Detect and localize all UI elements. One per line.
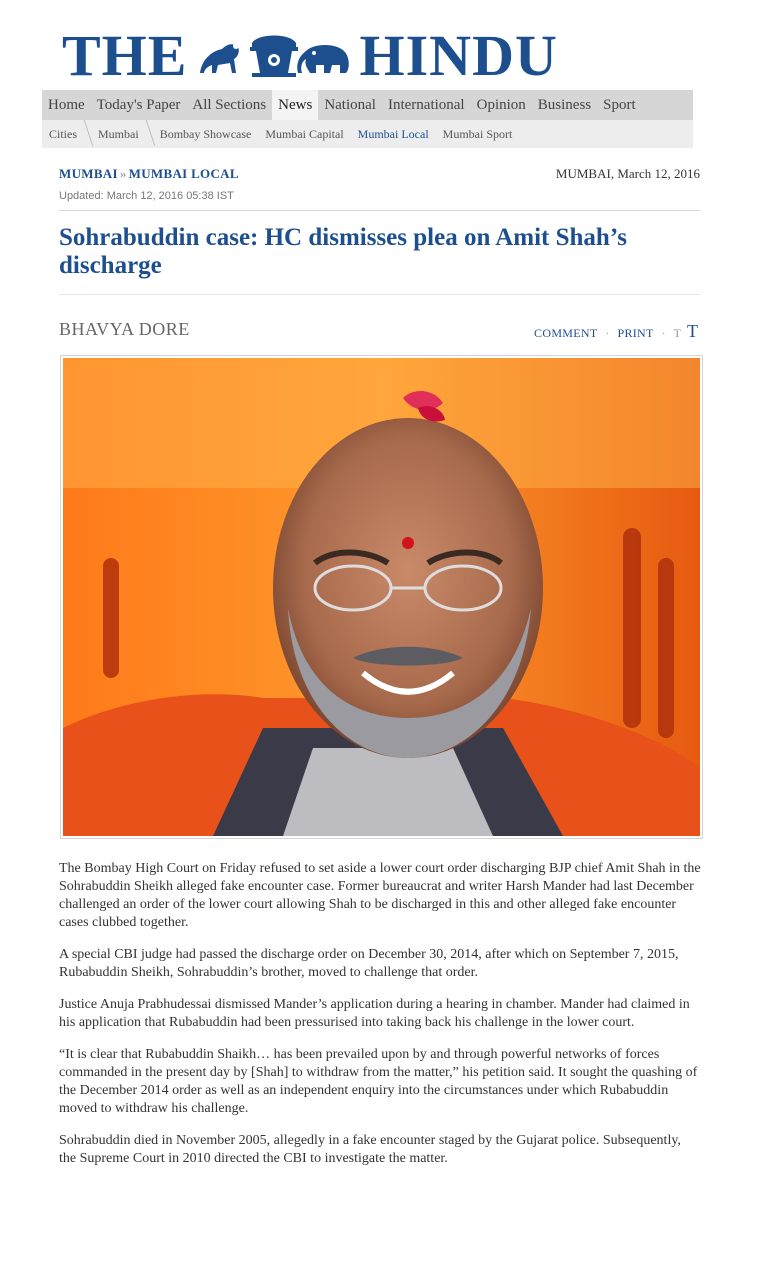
article-headline: Sohrabuddin case: HC dismisses plea on Amit Shah’s discharge <box>59 224 627 279</box>
nav-item-opinion[interactable]: Opinion <box>476 96 526 113</box>
subnav-item-mumbai-local[interactable]: Mumbai Local <box>357 126 429 141</box>
article-paragraph: The Bombay High Court on Friday refused to set aside a lower court order discharging BJP chief Amit Shah in the Sohrabuddin Sheikh alleged fake encounter case. Former bureaucrat and writer Harsh Mander had last December challenged an order of the lower court allowing Shah to be discharged in this and other alleged fake encounter cases clubbed together. <box>59 861 701 930</box>
nav-item-news[interactable]: News <box>272 90 318 120</box>
masthead-logo[interactable] <box>62 23 594 88</box>
logo-word-the: THE <box>62 23 188 88</box>
breadcrumb-separator: » <box>119 166 127 181</box>
nav-item-home[interactable]: Home <box>48 96 85 113</box>
text-size-decrease-button[interactable]: T <box>673 326 681 340</box>
breadcrumb-section-link[interactable]: MUMBAI <box>59 166 118 181</box>
article-paragraph: A special CBI judge had passed the discharge order on December 30, 2014, after which on September 7, 2015, Rubabuddin Sheikh, Sohrabuddin’s brother, moved to challenge that order. <box>59 947 679 980</box>
secondary-nav <box>42 120 693 148</box>
nav-item-sport[interactable]: Sport <box>603 96 636 113</box>
dateline: MUMBAI, March 12, 2016 <box>555 166 700 181</box>
nav-item-business[interactable]: Business <box>537 96 592 113</box>
divider <box>59 294 700 295</box>
article-photo <box>60 355 703 839</box>
portrait-photo <box>63 358 700 836</box>
updated-timestamp: Updated: March 12, 2016 05:38 IST <box>59 190 234 202</box>
comment-link[interactable]: COMMENT <box>534 326 598 340</box>
subnav-item-mumbai[interactable]: Mumbai <box>91 127 153 142</box>
article-meta <box>59 166 700 202</box>
logo-word-hindu: HINDU <box>359 23 558 88</box>
separator-dot: · <box>605 326 610 340</box>
article-body <box>59 860 701 1182</box>
article-paragraph: Justice Anuja Prabhudessai dismissed Mander’s application during a hearing in chamber. Mander had claimed in his application that Rubabuddin had been pressurised into taking back his challenge in the lower court. <box>59 997 690 1030</box>
separator-dot: · <box>661 326 666 340</box>
subnav-item-mumbai-capital[interactable]: Mumbai Capital <box>265 126 344 141</box>
divider <box>59 210 700 211</box>
article-tools <box>534 321 698 342</box>
nav-item-national[interactable]: National <box>324 96 376 113</box>
subnav-item-mumbai-sport[interactable]: Mumbai Sport <box>442 126 513 141</box>
subnav-item-bombay-showcase[interactable]: Bombay Showcase <box>159 126 252 141</box>
article-paragraph: Sohrabuddin died in November 2005, allegedly in a fake encounter staged by the Gujarat police. Subsequently, the Supreme Court in 2010 directed the CBI to investigate the matter. <box>59 1133 681 1166</box>
breadcrumb-subsection-link[interactable]: MUMBAI LOCAL <box>128 166 239 181</box>
nav-item-international[interactable]: International <box>387 96 465 113</box>
emblem-icon <box>194 29 354 83</box>
byline-author[interactable]: BHAVYA DORE <box>59 319 190 339</box>
print-link[interactable]: PRINT <box>617 326 654 340</box>
text-size-increase-button[interactable]: T <box>687 321 698 341</box>
primary-nav <box>42 90 693 120</box>
nav-item-todays-paper[interactable]: Today's Paper <box>96 96 181 113</box>
subnav-item-cities[interactable]: Cities <box>42 127 91 142</box>
article-paragraph: “It is clear that Rubabuddin Shaikh… has been prevailed upon by and through powerful networks of forces commanded in the present day by [Shah] to withdraw from the matter,” his petition said. It sought the quashing of the December 2014 order as well as an independent enquiry into the circumstances under which Rubabuddin moved to withdraw his challenge. <box>59 1047 698 1116</box>
nav-item-all-sections[interactable]: All Sections <box>192 96 267 113</box>
